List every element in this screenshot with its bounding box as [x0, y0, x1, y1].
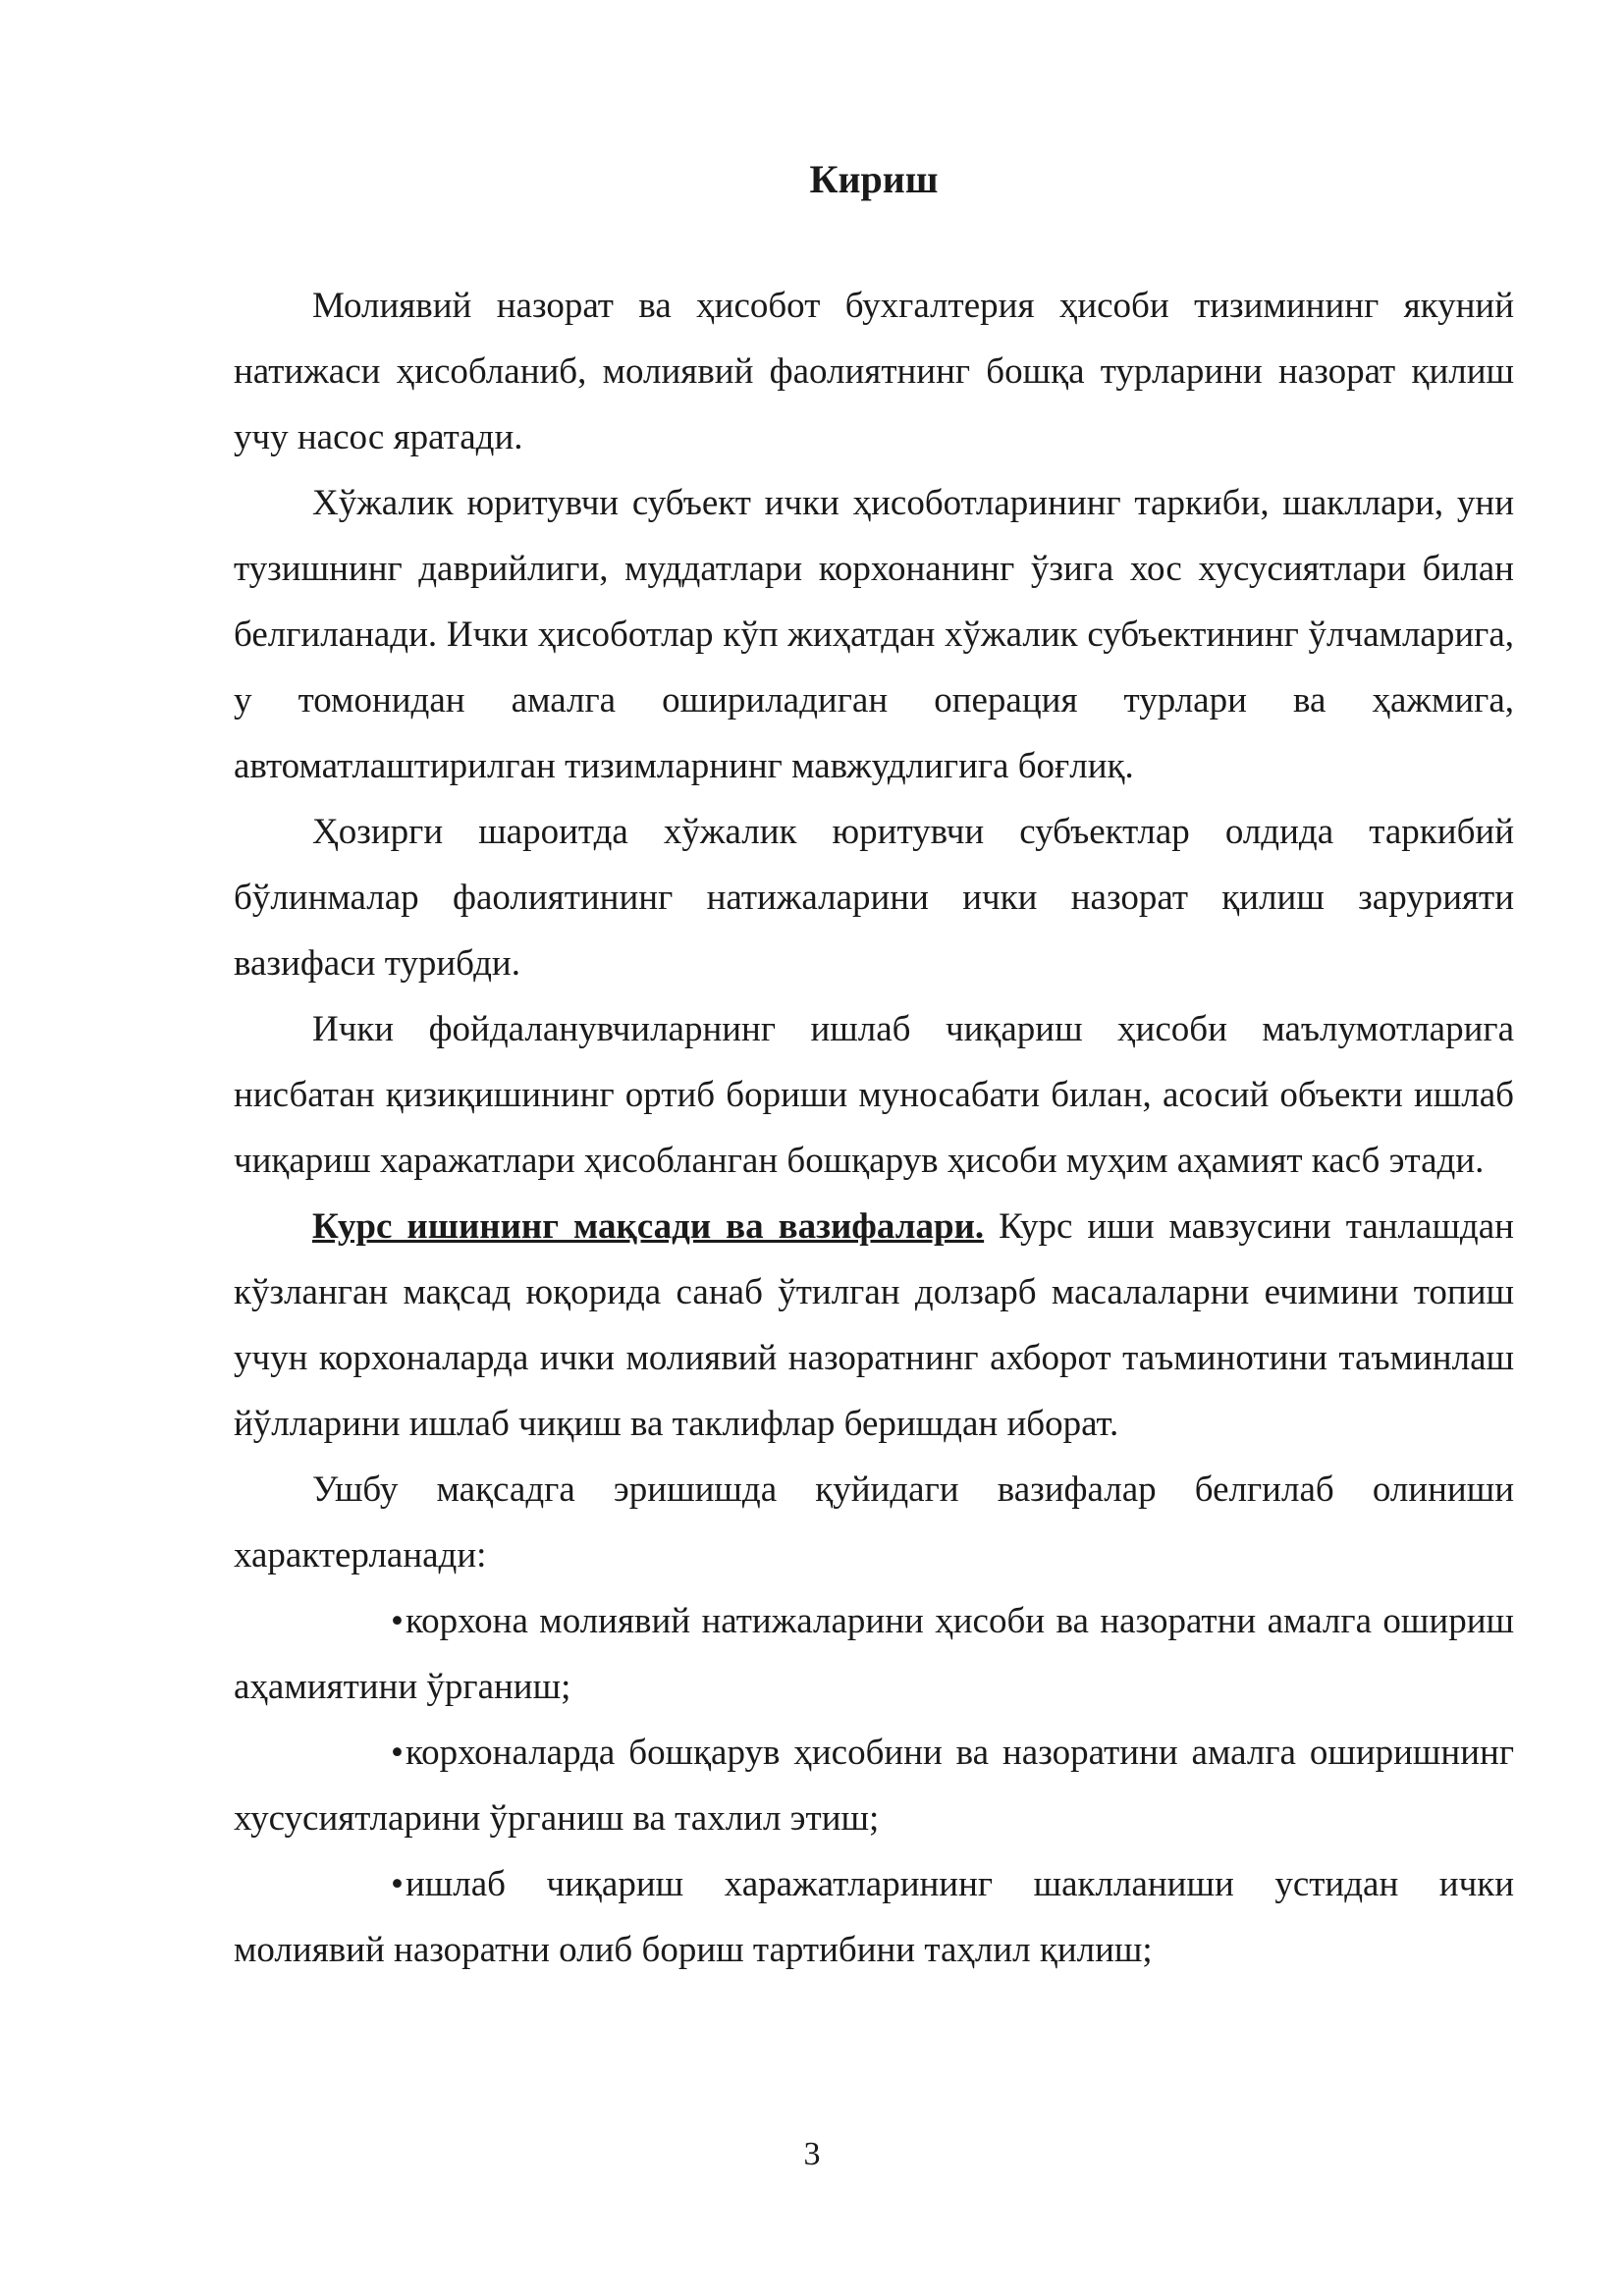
task-text: ишлаб чиқариш харажатларининг шаклланиши устидан ички молиявий назоратни олиб бориш тартибини таҳлил қилиш;	[234, 1864, 1514, 1970]
task-item-2	[234, 1720, 1514, 1851]
task-item-1	[234, 1588, 1514, 1720]
bullet-icon: •	[391, 1733, 404, 1773]
goals-text: Курс иши мавзусини танлашдан кўзланган мақсад юқорида санаб ўтилган долзарб масалаларни ечимини топиш учун корхоналарда ички молиявий назоратнинг ахборот таъминотини таъминлаш йўлларини ишлаб чиқиш ва таклифлар беришдан иборат.	[234, 1206, 1514, 1444]
paragraph-1: Молиявий назорат ва ҳисобот бухгалтерия ҳисоби тизимининг якуний натижаси ҳисобланиб, молиявий фаолиятнинг бошқа турларини назорат қилиш учу насос яратади.	[234, 286, 1514, 457]
tasks-intro: Ушбу мақсадга эришишда қуйидаги вазифалар белгилаб олиниши характерланади:	[234, 1469, 1514, 1575]
goals-heading: Курс ишининг мақсади ва вазифалари.	[312, 1206, 985, 1247]
task-text: корхоналарда бошқарув ҳисобини ва назоратини амалга оширишнинг хусусиятларини ўрганиш ва тахлил этиш;	[234, 1733, 1514, 1839]
page-title: Кириш	[809, 157, 939, 201]
bullet-icon: •	[391, 1864, 404, 1904]
task-text: корхона молиявий натижаларини ҳисоби ва назоратни амалга ошириш аҳамиятини ўрганиш;	[234, 1601, 1514, 1707]
paragraph-2: Хўжалик юритувчи субъект ички ҳисоботларининг таркиби, шакллари, уни тузишнинг даврийлиги, муддатлари корхонанинг ўзига хос хусусиятлари билан белгиланади. Ички ҳисоботлар кўп жиҳатдан хўжалик субъектининг ўлчамларига, у томонидан амалга ошириладиган операция турлари ва ҳажмига, автоматлаштирилган тизимларнинг мавжудлигига боғлиқ.	[234, 483, 1514, 786]
page-content	[234, 147, 1514, 1983]
goals-paragraph	[234, 1194, 1514, 1457]
bullet-icon: •	[391, 1601, 404, 1641]
task-item-3	[234, 1851, 1514, 1983]
page-number: 3	[803, 2136, 821, 2172]
paragraph-4: Ички фойдаланувчиларнинг ишлаб чиқариш ҳисоби маълумотларига нисбатан қизиқишининг ортиб бориши муносабати билан, асосий объекти ишлаб чиқариш харажатлари ҳисобланган бошқарув ҳисоби муҳим аҳамият касб этади.	[234, 1009, 1514, 1181]
paragraph-3: Ҳозирги шароитда хўжалик юритувчи субъектлар олдида таркибий бўлинмалар фаолиятининг натижаларини ички назорат қилиш зарурияти вазифаси турибди.	[234, 812, 1514, 984]
